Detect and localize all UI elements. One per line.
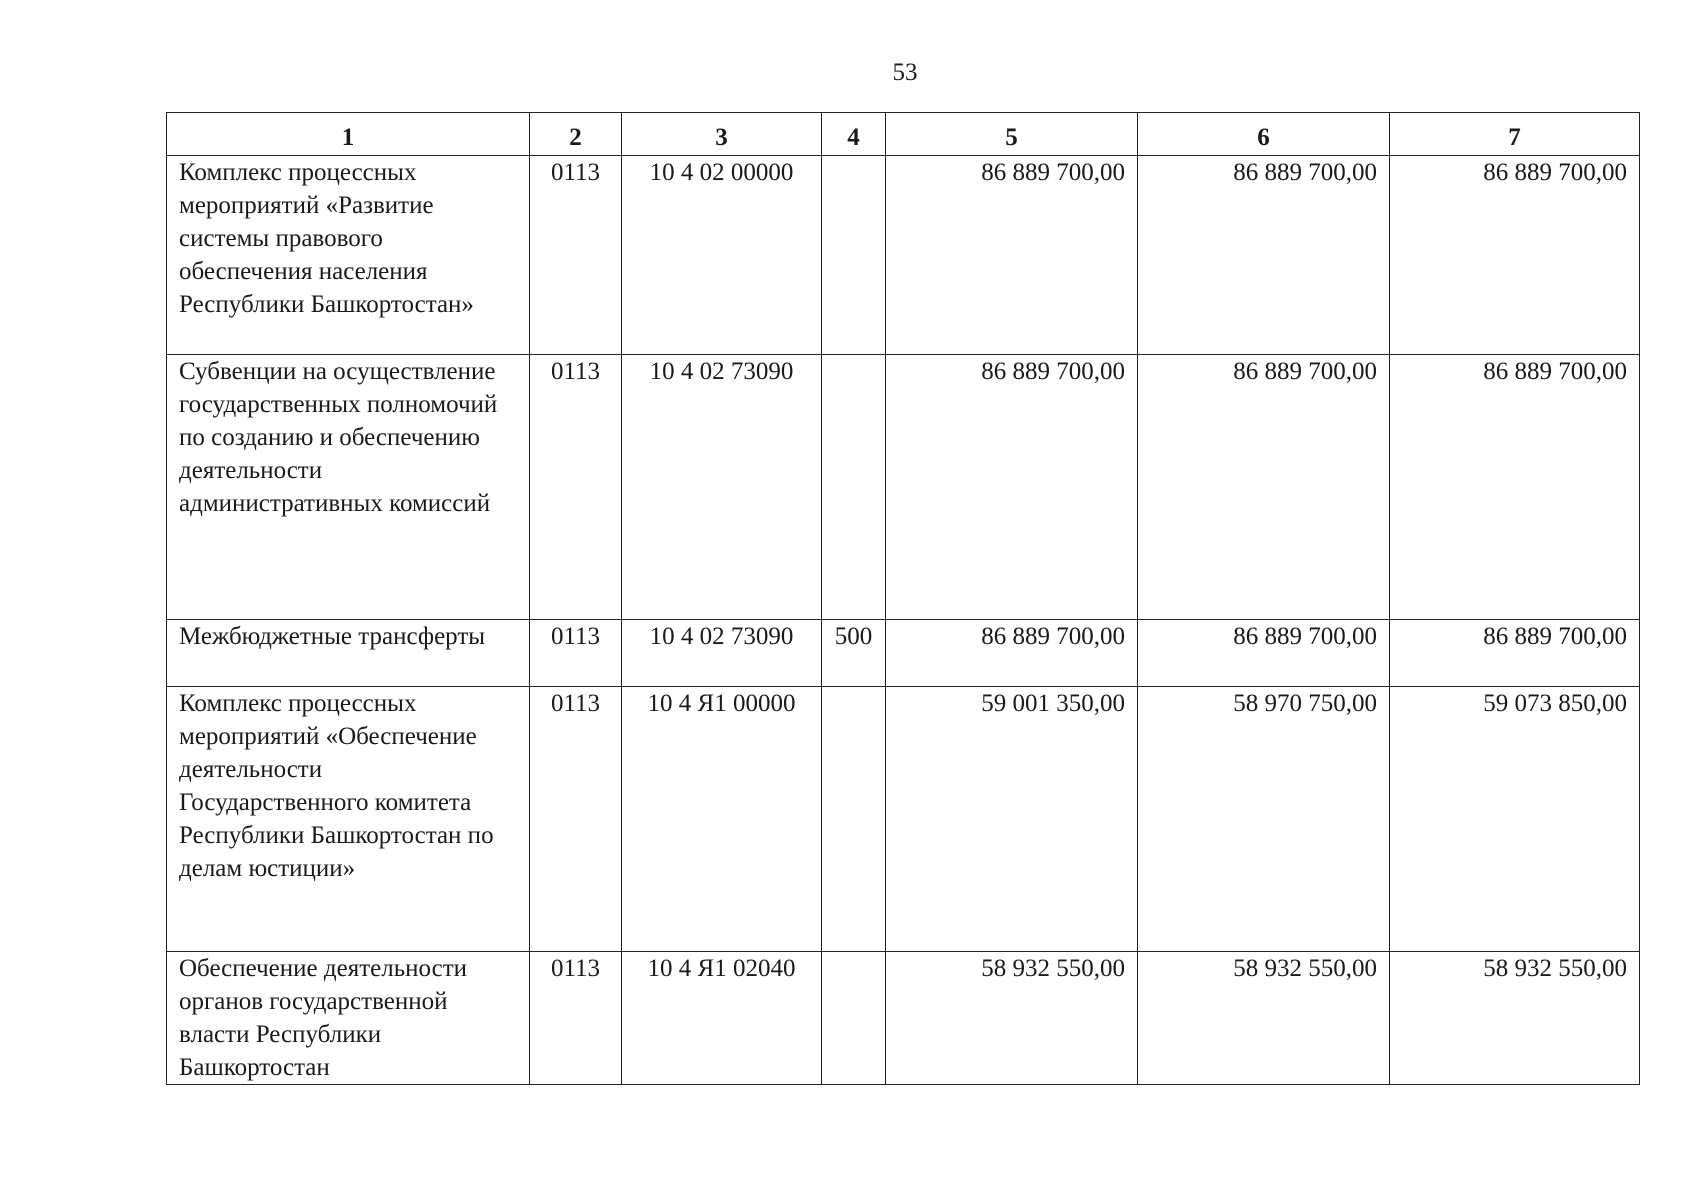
row-expense-type [822,687,886,952]
row-amount-col7: 86 889 700,00 [1390,620,1640,687]
row-amount-col7: 58 932 550,00 [1390,952,1640,1085]
column-header-3: 3 [622,113,822,156]
row-expense-type [822,952,886,1085]
column-header-6: 6 [1138,113,1390,156]
table-row [167,687,1640,952]
row-amount-col6: 58 970 750,00 [1138,687,1390,952]
row-name: Комплекс процессных мероприятий «Обеспечение деятельности Государственного комитета Республики Башкортостан по делам юстиции» [167,687,530,952]
row-target-code: 10 4 02 73090 [622,355,822,620]
row-amount-col5: 86 889 700,00 [886,620,1138,687]
column-header-5: 5 [886,113,1138,156]
row-amount-col5: 59 001 350,00 [886,687,1138,952]
table-row [167,620,1640,687]
row-section-code: 0113 [530,355,622,620]
row-amount-col5: 86 889 700,00 [886,355,1138,620]
row-name: Межбюджетные трансферты [167,620,530,687]
header-row [167,113,1640,156]
row-amount-col6: 86 889 700,00 [1138,156,1390,355]
row-amount-col6: 58 932 550,00 [1138,952,1390,1085]
row-expense-type: 500 [822,620,886,687]
row-amount-col7: 59 073 850,00 [1390,687,1640,952]
row-expense-type [822,156,886,355]
row-name: Субвенции на осуществление государственных полномочий по созданию и обеспечению деятельности административных комиссий [167,355,530,620]
row-amount-col5: 86 889 700,00 [886,156,1138,355]
row-section-code: 0113 [530,952,622,1085]
column-header-7: 7 [1390,113,1640,156]
page-number: 53 [892,59,918,86]
row-amount-col7: 86 889 700,00 [1390,156,1640,355]
row-name: Комплекс процессных мероприятий «Развитие системы правового обеспечения населения Республики Башкортостан» [167,156,530,355]
column-header-4: 4 [822,113,886,156]
table-row [167,156,1640,355]
column-header-1: 1 [167,113,530,156]
column-header-2: 2 [530,113,622,156]
row-name: Обеспечение деятельности органов государственной власти Республики Башкортостан [167,952,530,1085]
row-target-code: 10 4 02 00000 [622,156,822,355]
row-section-code: 0113 [530,156,622,355]
row-amount-col7: 86 889 700,00 [1390,355,1640,620]
row-expense-type [822,355,886,620]
row-target-code: 10 4 Я1 00000 [622,687,822,952]
table-row [167,952,1640,1085]
row-target-code: 10 4 Я1 02040 [622,952,822,1085]
row-amount-col5: 58 932 550,00 [886,952,1138,1085]
table-row [167,355,1640,620]
row-amount-col6: 86 889 700,00 [1138,620,1390,687]
row-target-code: 10 4 02 73090 [622,620,822,687]
row-section-code: 0113 [530,687,622,952]
row-amount-col6: 86 889 700,00 [1138,355,1390,620]
budget-table [166,112,1640,1085]
row-section-code: 0113 [530,620,622,687]
